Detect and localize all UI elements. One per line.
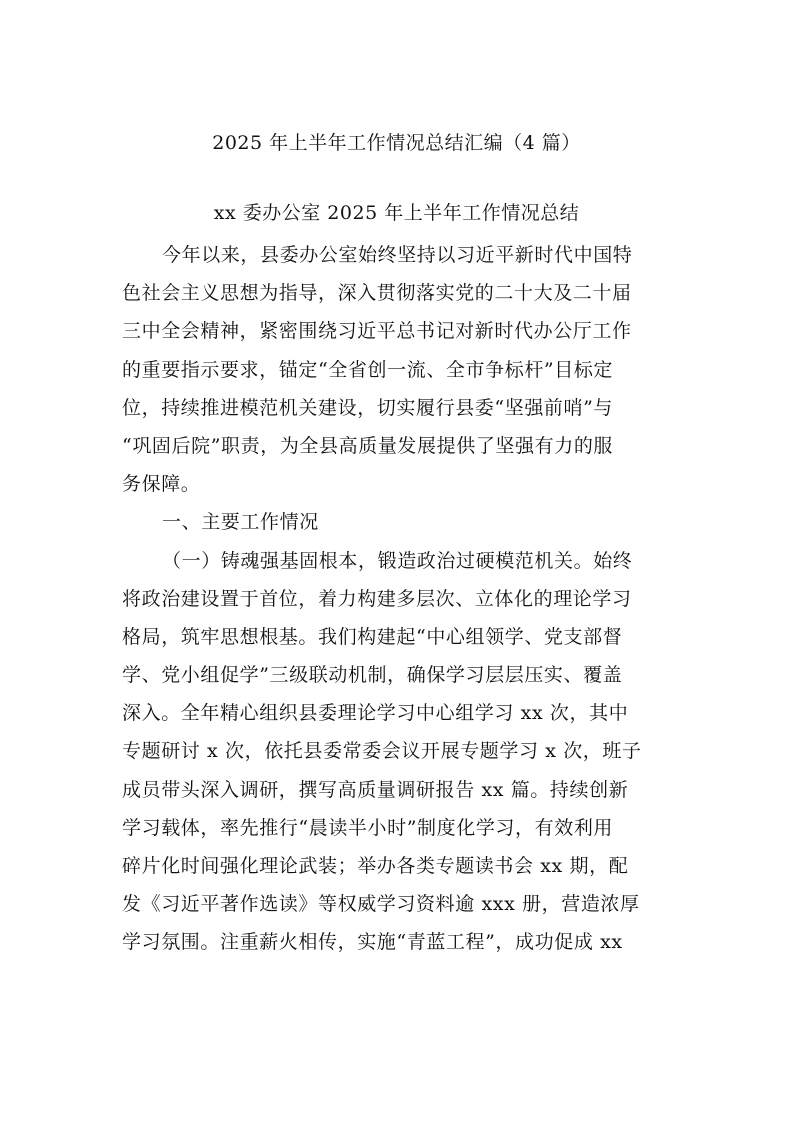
text-line: 色社会主义思想为指导，深入贯彻落实党的二十大及二十届: [122, 282, 632, 305]
text-line: 碎片化时间强化理论武装；举办各类专题读书会 xx 期，配: [122, 855, 629, 877]
text-line: 深入。全年精心组织县委理论学习中心组学习 xx 次，其中: [122, 702, 629, 725]
document-title: 2025 年上半年工作情况总结汇编（4 篇）: [212, 132, 581, 154]
text-line: 发《习近平著作选读》等权威学习资料逾 xxx 册，营造浓厚: [122, 893, 640, 916]
text-line: 成员带头深入调研，撰写高质量调研报告 xx 篇。持续创新: [122, 778, 629, 801]
text-line: “巩固后院”职责，为全县高质量发展提供了坚强有力的服: [122, 434, 614, 457]
text-line: 学习载体，率先推行“晨读半小时”制度化学习，有效利用: [122, 816, 614, 839]
text-line: 的重要指示要求，锚定“全省创一流、全市争标杆”目标定: [122, 358, 614, 381]
text-line: 三中全会精神，紧密围绕习近平总书记对新时代办公厅工作: [122, 320, 632, 343]
text-line: 格局，筑牢思想根基。我们构建起“中心组领学、党支部督: [122, 625, 623, 648]
heading-main-work: 一、主要工作情况: [162, 511, 319, 534]
text-line: 专题研讨 x 次，依托县委常委会议开展专题学习 x 次，班子: [122, 740, 642, 763]
body-text: [122, 236, 682, 962]
text-line: （一）铸魂强基固根本，锻造政治过硬模范机关。始终: [162, 549, 633, 572]
text-line: 今年以来，县委办公室始终坚持以习近平新时代中国特: [162, 244, 633, 266]
text-line: 学习氛围。注重薪火相传，实施“青蓝工程”，成功促成 xx: [122, 931, 623, 954]
text-line: 学、党小组促学”三级联动机制，确保学习层层压实、覆盖: [122, 664, 623, 687]
text-line: 位，持续推进模范机关建设，切实履行县委“坚强前哨”与: [122, 396, 614, 419]
text-line: 务保障。: [122, 473, 201, 496]
text-line: 将政治建设置于首位，着力构建多层次、立体化的理论学习: [122, 587, 632, 610]
section-title: xx 委办公室 2025 年上半年工作情况总结: [213, 202, 580, 224]
